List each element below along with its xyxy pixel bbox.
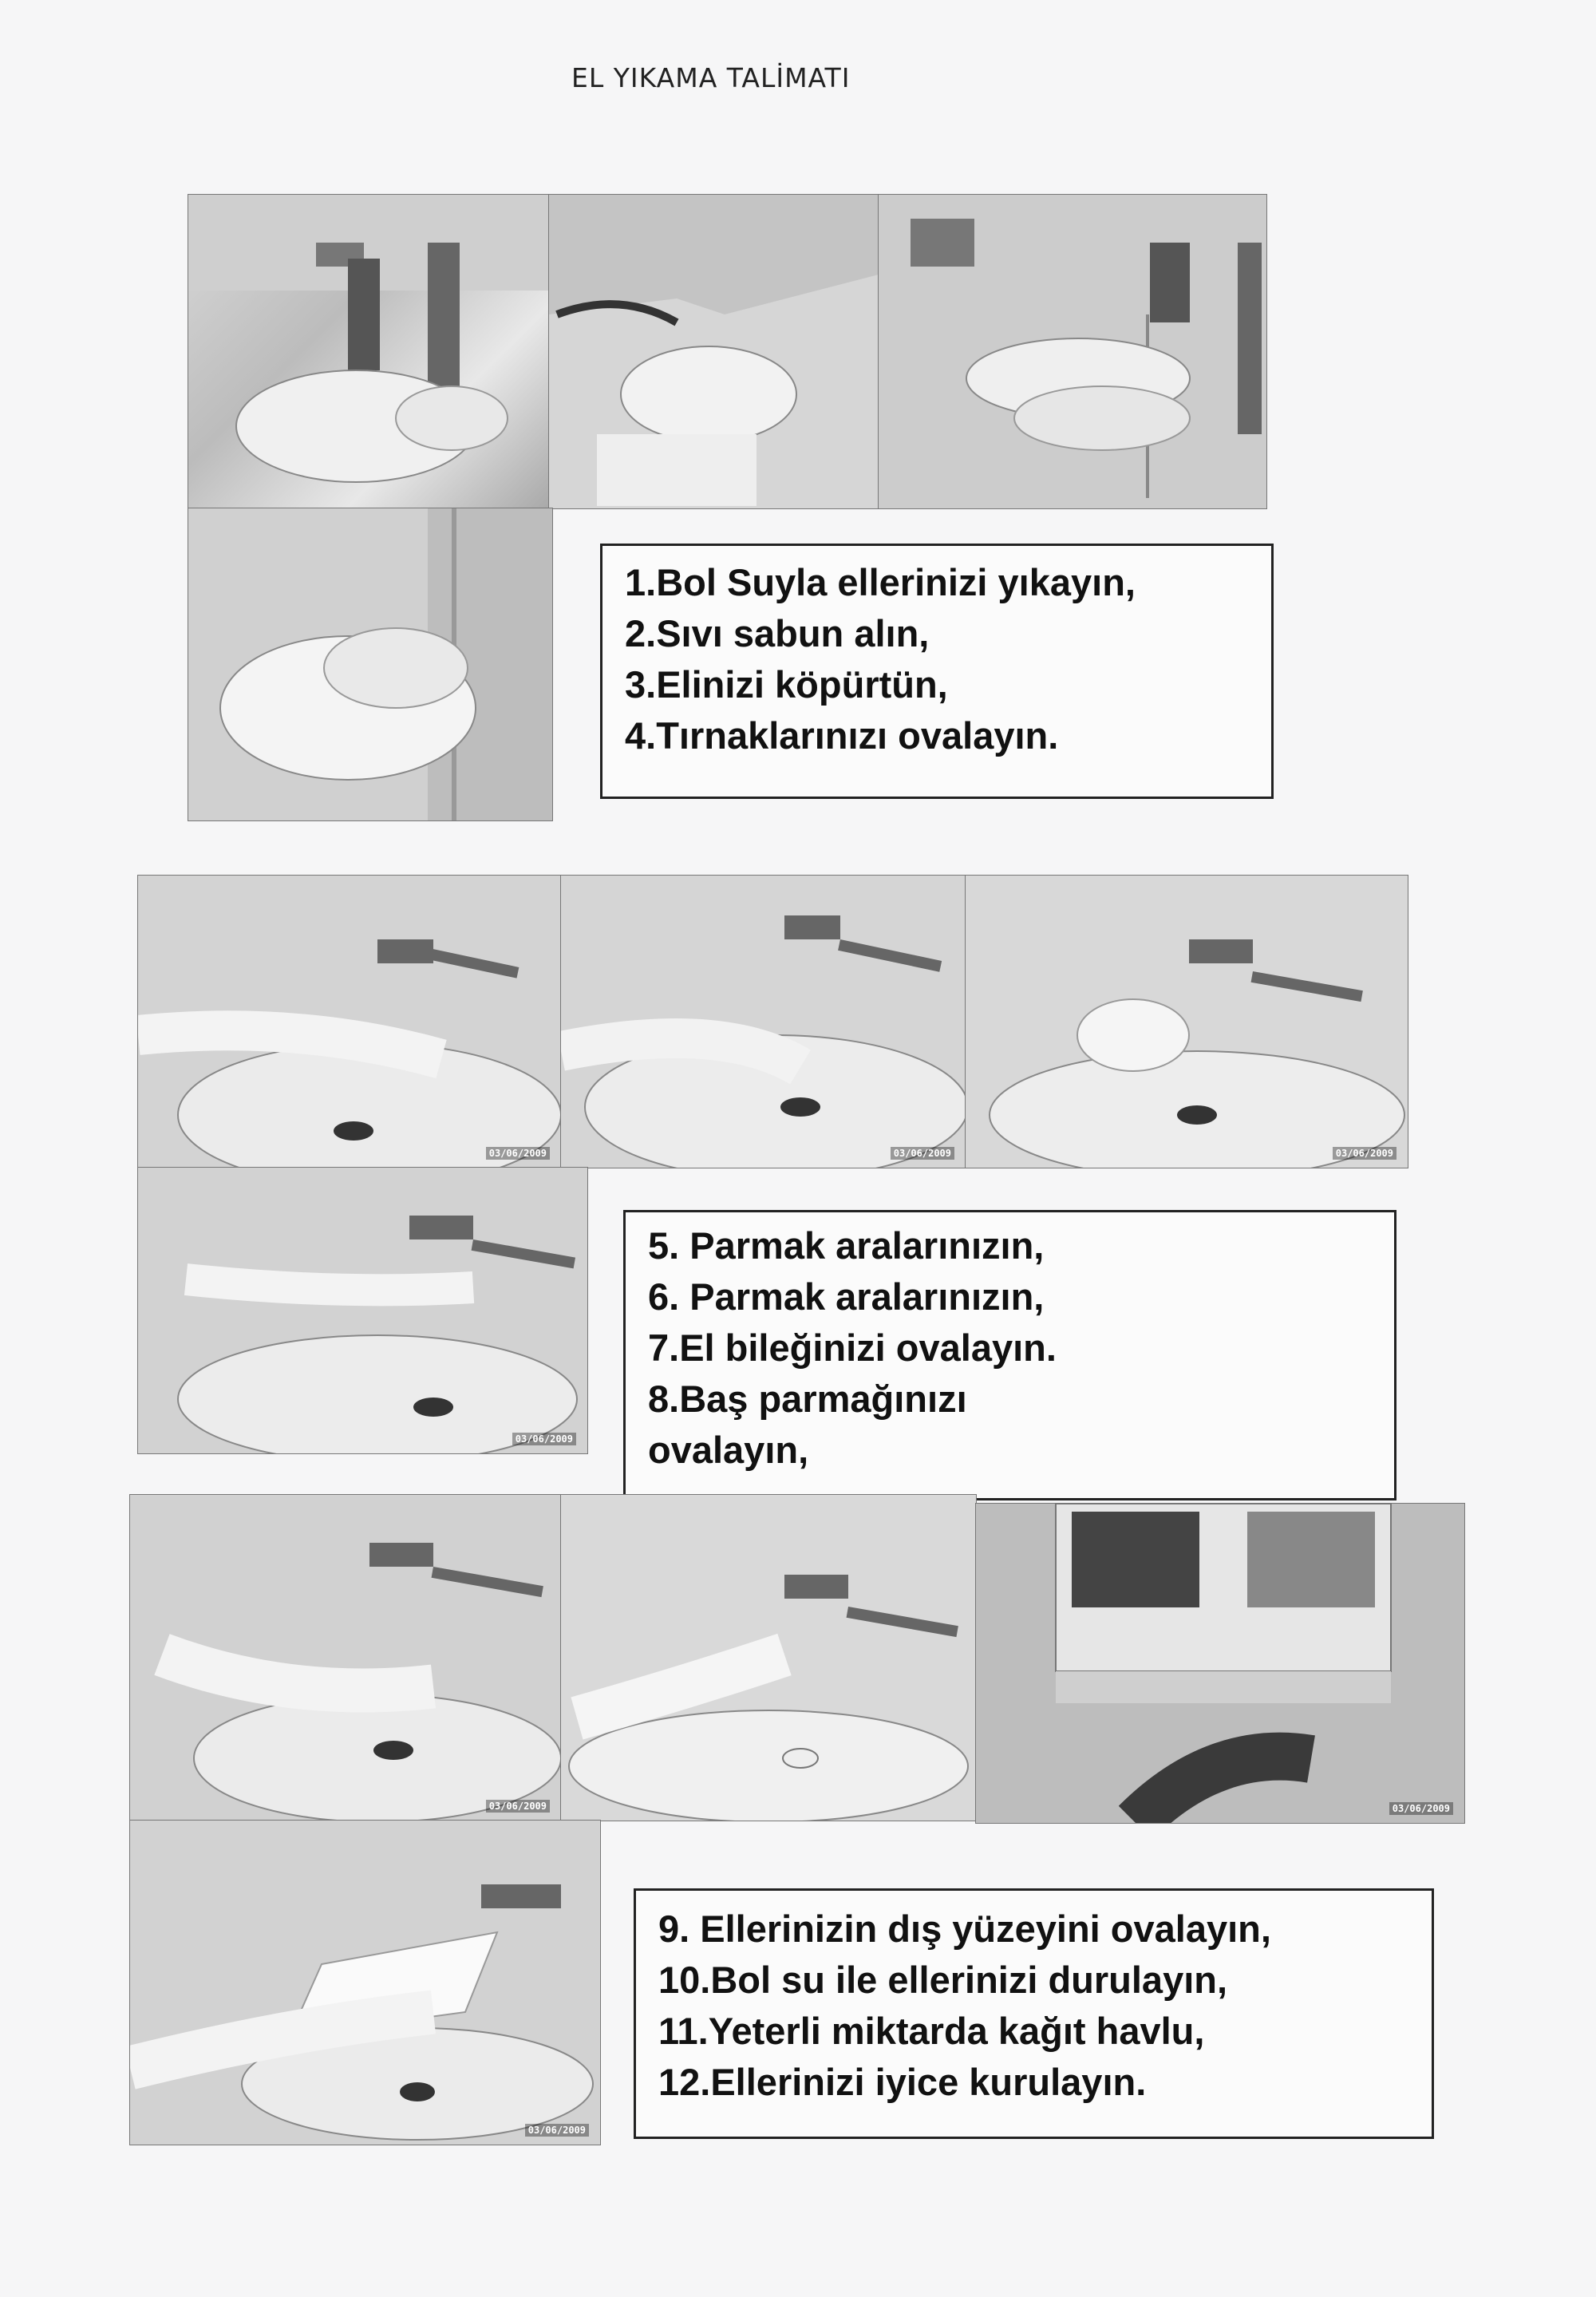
photo-date-stamp: 03/06/2009 (486, 1800, 550, 1813)
step-12-text: 12.Ellerinizi iyice kurulayın. (658, 2061, 1147, 2103)
photo-date-stamp: 03/06/2009 (1333, 1147, 1396, 1160)
drying-hands-photo (129, 1820, 601, 2145)
rubbing-nails-photo (188, 508, 553, 821)
step-1-text: 1.Bol Suyla ellerinizi yıkayın, (625, 561, 1136, 603)
step-10-text: 10.Bol su ile ellerinizi durulayın, (658, 1959, 1228, 2001)
photo-date-stamp: 03/06/2009 (891, 1147, 954, 1160)
rubbing-between-fingers-photo-2 (560, 875, 966, 1168)
step-8-continuation-text: ovalayın, (648, 1429, 809, 1471)
paper-towel-dispenser-photo (975, 1503, 1465, 1824)
step-9-text: 9. Ellerinizin dış yüzeyini ovalayın, (658, 1908, 1271, 1950)
rubbing-thumb-photo (137, 1167, 588, 1454)
instruction-box-steps-1-4 (600, 544, 1274, 799)
photo-date-stamp: 03/06/2009 (512, 1433, 576, 1445)
rinsing-hands-photo (560, 1494, 977, 1821)
instruction-box-steps-9-12 (634, 1888, 1434, 2139)
rubbing-back-of-hands-photo (129, 1494, 562, 1821)
step-7-text: 7.El bileğinizi ovalayın. (648, 1326, 1057, 1369)
document-title: EL YIKAMA TALİMATI (571, 62, 851, 93)
rubbing-wrist-photo (965, 875, 1408, 1168)
instruction-box-steps-5-8 (623, 1210, 1396, 1500)
step-11-text: 11.Yeterli miktarda kağıt havlu, (658, 2010, 1205, 2052)
step-2-text: 2.Sıvı sabun alın, (625, 612, 930, 654)
step-6-text: 6. Parmak aralarınızın, (648, 1275, 1045, 1318)
hands-under-faucet-photo (188, 194, 550, 509)
photo-date-stamp: 03/06/2009 (1389, 1802, 1453, 1815)
step-8-text: 8.Baş parmağınızı (648, 1378, 967, 1420)
taking-liquid-soap-photo (548, 194, 879, 509)
step-3-text: 3.Elinizi köpürtün, (625, 663, 948, 706)
rubbing-between-fingers-photo-1 (137, 875, 562, 1168)
step-5-text: 5. Parmak aralarınızın, (648, 1224, 1045, 1267)
photo-date-stamp: 03/06/2009 (525, 2124, 589, 2137)
step-4-text: 4.Tırnaklarınızı ovalayın. (625, 714, 1059, 757)
photo-date-stamp: 03/06/2009 (486, 1147, 550, 1160)
lathering-hands-photo (878, 194, 1267, 509)
